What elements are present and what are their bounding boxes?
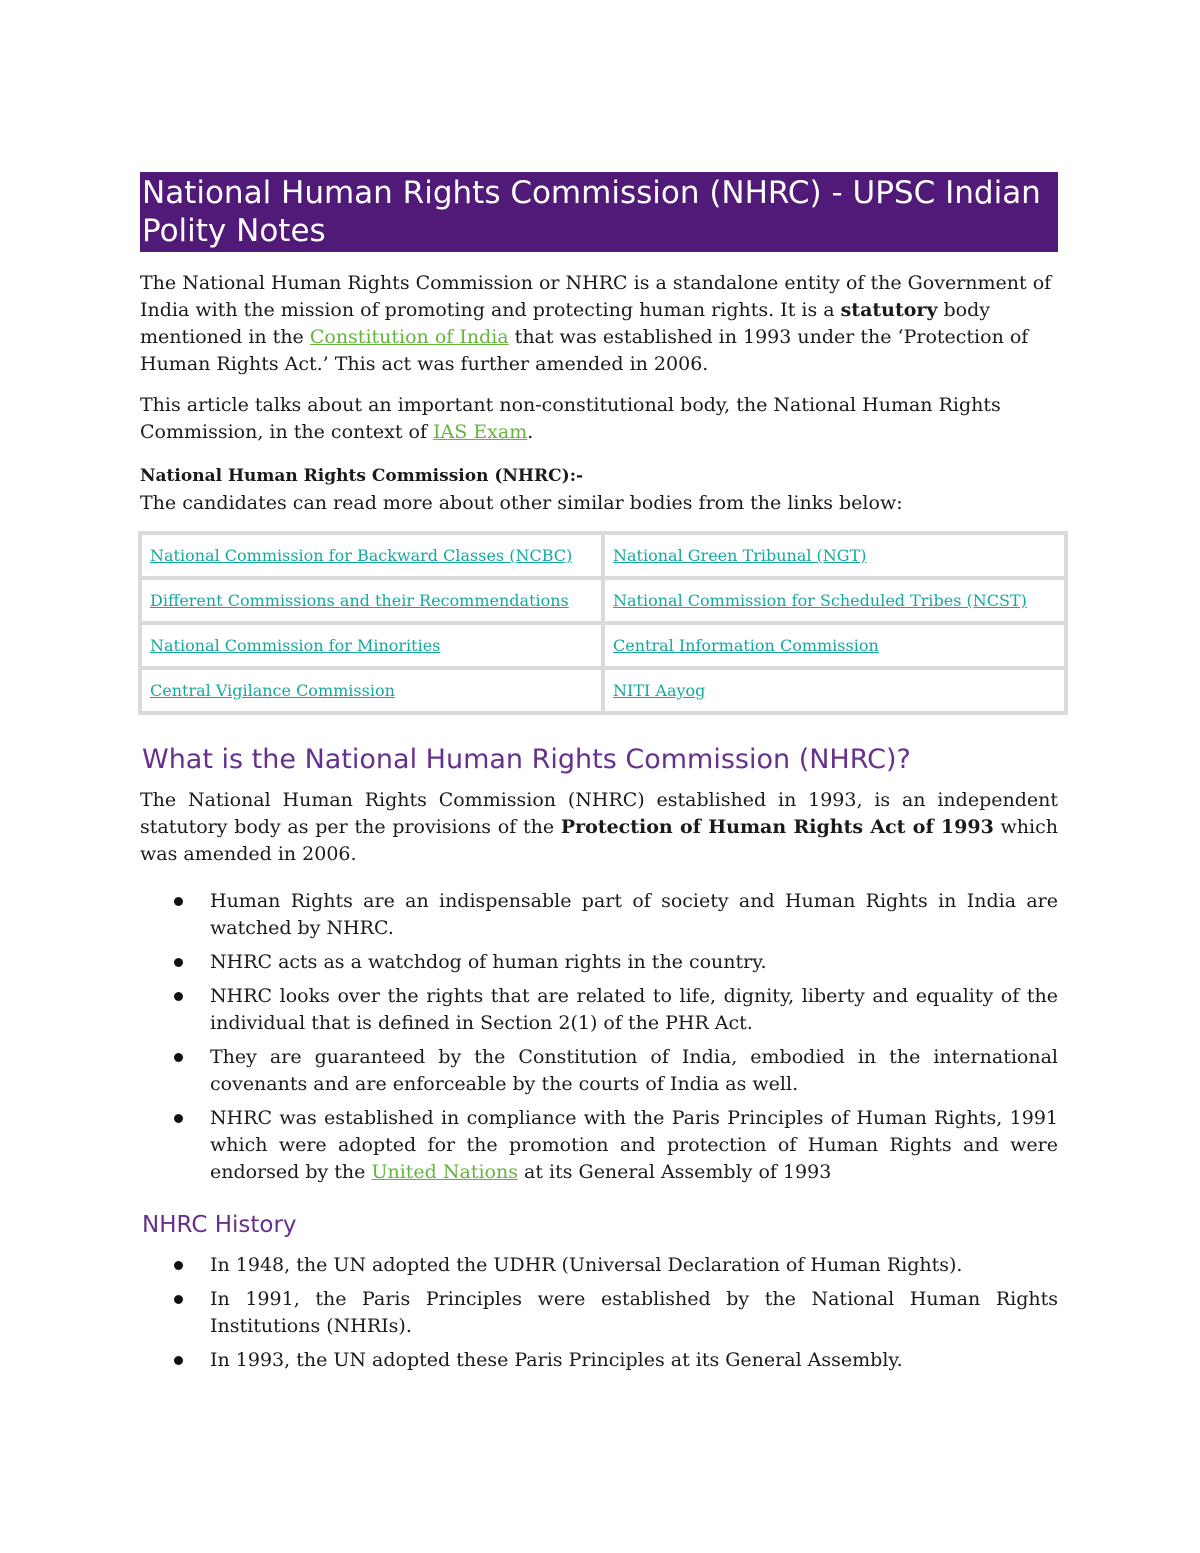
- context-text-2: .: [527, 421, 534, 443]
- united-nations-link[interactable]: United Nations: [371, 1161, 518, 1183]
- list-item-text: They are guaranteed by the Constitution of India, embodied in the international covenants and are enforceable by the courts of India as well.: [210, 1046, 1058, 1095]
- table-row: [140, 578, 1066, 623]
- commissions-recommendations-link[interactable]: Different Commissions and their Recommendations: [150, 591, 569, 610]
- list-item-text: NHRC acts as a watchdog of human rights in the country.: [210, 951, 767, 973]
- table-cell: [603, 623, 1066, 668]
- list-item: [210, 1044, 1058, 1098]
- list-item: [210, 1347, 1058, 1374]
- intro-paragraph: [140, 270, 1058, 378]
- table-cell: [140, 578, 603, 623]
- list-item-text: In 1991, the Paris Principles were established by the National Human Rights Institutions (NHRIs).: [210, 1288, 1058, 1337]
- list-item-text: In 1993, the UN adopted these Paris Principles at its General Assembly.: [210, 1349, 903, 1371]
- what-is-nhrc-paragraph: [140, 787, 1058, 868]
- list-item: [210, 1286, 1058, 1340]
- minorities-commission-link[interactable]: National Commission for Minorities: [150, 636, 441, 655]
- ncbc-link[interactable]: National Commission for Backward Classes (NCBC): [150, 546, 573, 565]
- list-item-text: NHRC looks over the rights that are related to life, dignity, liberty and equality of the individual that is defined in Section 2(1) of the PHR Act.: [210, 985, 1058, 1034]
- related-links-heading: National Human Rights Commission (NHRC):-: [140, 466, 584, 486]
- table-row: [140, 533, 1066, 578]
- document-page: [140, 172, 1058, 1381]
- context-text-1: This article talks about an important non-constitutional body, the National Human Rights Commission, in the context of: [140, 394, 1001, 443]
- bullet-icon: [174, 1261, 183, 1270]
- document-title: National Human Rights Commission (NHRC) - UPSC Indian Polity Notes: [140, 172, 1058, 252]
- bullet-icon: [174, 992, 183, 1001]
- niti-aayog-link[interactable]: NITI Aayog: [613, 681, 706, 700]
- nhrc-history-list: [140, 1252, 1058, 1374]
- list-item-text: In 1948, the UN adopted the UDHR (Universal Declaration of Human Rights).: [210, 1254, 963, 1276]
- bullet-icon: [174, 1295, 183, 1304]
- list-item: [210, 1252, 1058, 1279]
- intro-bold-statutory: statutory: [840, 299, 938, 321]
- list-item: [210, 949, 1058, 976]
- related-links-table: [138, 531, 1068, 715]
- table-cell: [603, 668, 1066, 713]
- list-item-text-1: NHRC was established in compliance with the Paris Principles of Human Rights, 1991 which were adopted for the promotion and protection of Human Rights and were endorsed by the: [210, 1107, 1058, 1183]
- nhrc-history-heading: NHRC History: [142, 1212, 297, 1238]
- what-is-nhrc-heading: What is the National Human Rights Commission (NHRC)?: [142, 744, 911, 775]
- bullet-icon: [174, 1356, 183, 1365]
- what-is-text-1: The National Human Rights Commission (NHRC) established in 1993, is an independent statutory body as per the provisions of the: [140, 789, 1058, 838]
- cic-link[interactable]: Central Information Commission: [613, 636, 879, 655]
- intro-text-1: The National Human Rights Commission or NHRC is a standalone entity of the Government of India with the mission of promoting and protecting human rights. It is a: [140, 272, 1052, 321]
- related-links-lead: The candidates can read more about other similar bodies from the links below:: [140, 492, 903, 514]
- table-cell: [140, 533, 603, 578]
- context-paragraph: [140, 392, 1058, 446]
- bullet-icon: [174, 1053, 183, 1062]
- bullet-icon: [174, 897, 183, 906]
- list-item: [210, 1105, 1058, 1186]
- ncst-link[interactable]: National Commission for Scheduled Tribes (NCST): [613, 591, 1027, 610]
- bullet-icon: [174, 958, 183, 967]
- nhrc-facts-list: [140, 888, 1058, 1186]
- related-links-intro: [140, 462, 1058, 517]
- cvc-link[interactable]: Central Vigilance Commission: [150, 681, 395, 700]
- bullet-icon: [174, 1114, 183, 1123]
- what-is-text-2: which was amended in 2006.: [140, 816, 1058, 865]
- table-row: [140, 623, 1066, 668]
- list-item: [210, 983, 1058, 1037]
- ias-exam-link[interactable]: IAS Exam: [433, 421, 528, 443]
- intro-text-2: body mentioned in the: [140, 299, 991, 348]
- list-item-text: Human Rights are an indispensable part of society and Human Rights in India are watched by NHRC.: [210, 890, 1058, 939]
- list-item-text-2: at its General Assembly of 1993: [517, 1161, 832, 1183]
- table-cell: [603, 533, 1066, 578]
- table-cell: [603, 578, 1066, 623]
- table-cell: [140, 623, 603, 668]
- what-is-bold-act: Protection of Human Rights Act of 1993: [560, 816, 994, 838]
- table-row: [140, 668, 1066, 713]
- constitution-of-india-link[interactable]: Constitution of India: [309, 326, 509, 348]
- ngt-link[interactable]: National Green Tribunal (NGT): [613, 546, 867, 565]
- intro-text-3: that was established in 1993 under the ‘Protection of Human Rights Act.’ This act was further amended in 2006.: [140, 326, 1029, 375]
- table-cell: [140, 668, 603, 713]
- list-item: [210, 888, 1058, 942]
